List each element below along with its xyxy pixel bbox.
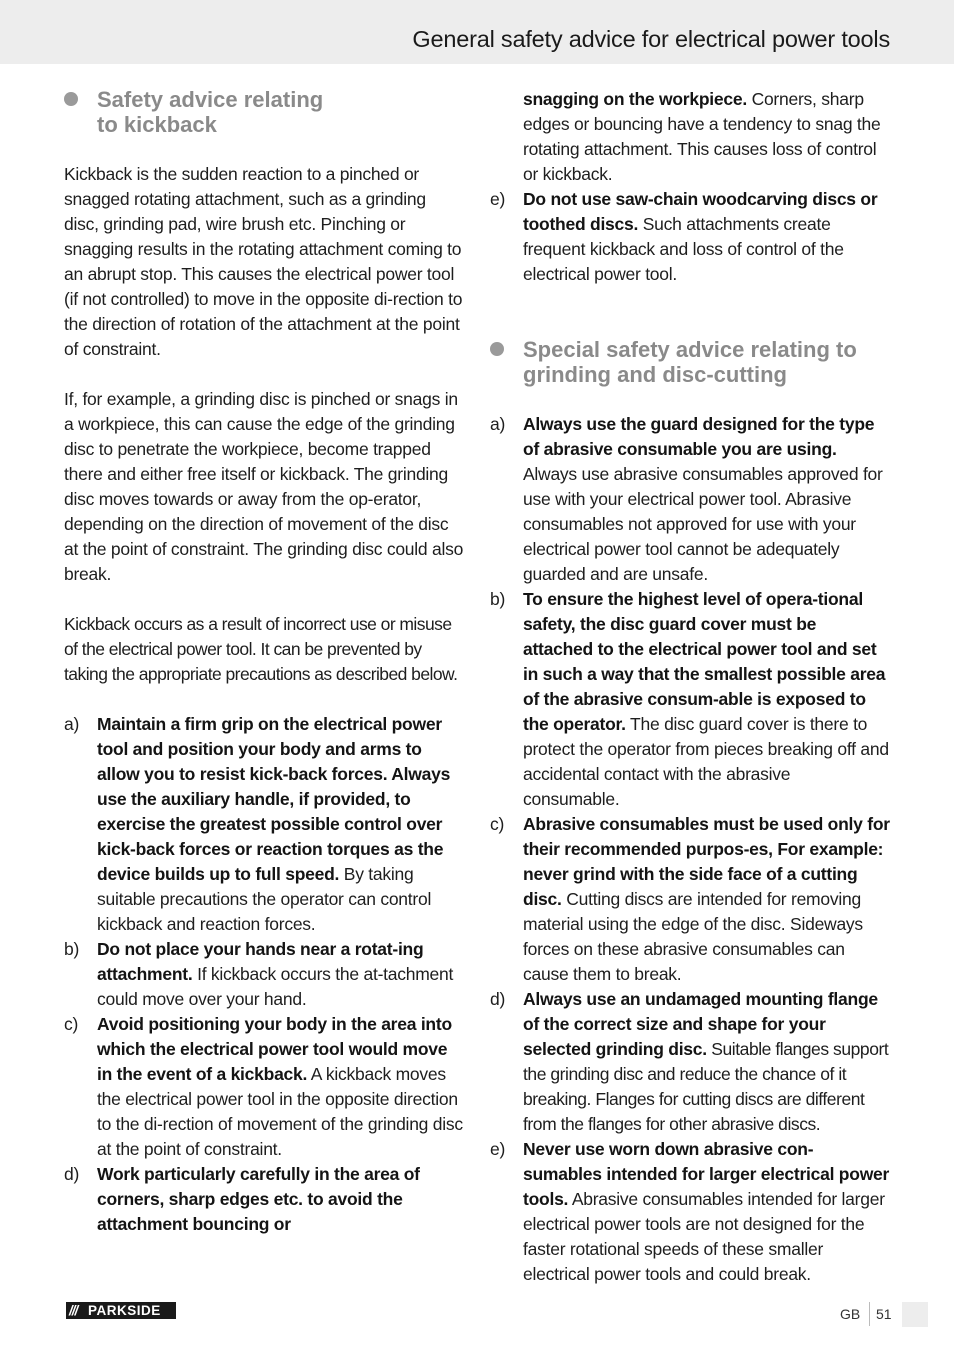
list-item [490, 812, 890, 987]
kickback-paragraph-1: Kickback is the sudden reaction to a pinched or snagged rotating attachment, such as a grinding disc, grinding pad, wire brush etc. Pinching or snagging results in the rotating attachment coming to an abrupt stop. This causes the electrical power tool (if not controlled) to move in the opposite di-rection to the direction of rotation of the attachment at the point of constraint. [64, 164, 463, 359]
list-item-text: By taking suitable precautions the operator can control kickback and reaction forces. [97, 864, 432, 934]
list-item-text: A kickback moves the electrical power tool in the opposite direction to the di-rection of movement of the grinding disc at the point of constraint. [97, 1064, 463, 1159]
logo-brand: PARKSIDE [88, 1303, 161, 1318]
list-item [490, 412, 890, 587]
list-item-text: Corners, sharp edges or bouncing have a tendency to snag the rotating attachment. This causes loss of control or kickback. [523, 89, 881, 184]
list-item-bold: Always use an undamaged mounting flange of the correct size and shape for your selected grinding disc. [523, 989, 878, 1059]
list-item-label: a) [490, 414, 506, 434]
language-code: GB [840, 1306, 861, 1322]
list-item [64, 712, 464, 937]
grinding-list [490, 412, 890, 1287]
list-item-text: Always use abrasive consumables approved for use with your electrical power tool. Abrasive consumables not approved for use with your electrical power tool cannot be adequately guarded and are unsafe. [523, 464, 883, 584]
list-item [490, 587, 890, 812]
list-item-label: b) [64, 939, 80, 959]
kickback-list [64, 712, 464, 1237]
kickback-paragraph-3: Kickback occurs as a result of incorrect use or misuse of the electrical power tool. It can be prevented by taking the appropriate precautions as described below. [64, 614, 458, 684]
list-item-bold: Never use worn down abrasive con-sumables intended for larger electrical power tools. [523, 1139, 890, 1209]
list-item [490, 187, 890, 287]
list-item-text: Cutting discs are intended for removing material using the edge of the disc. Sideways forces on these abrasive consumables can cause them to break. [523, 889, 863, 984]
list-item-bold: Work particularly carefully in the area of corners, sharp edges etc. to avoid the attachment bouncing or [97, 1164, 420, 1234]
list-item-bold: Avoid positioning your body in the area into which the electrical power tool would move in the event of a kickback. [97, 1014, 452, 1084]
kickback-list-continued [490, 87, 890, 287]
list-item [64, 1012, 464, 1162]
kickback-heading [64, 87, 464, 137]
list-item-label: c) [64, 1014, 79, 1034]
grinding-heading [490, 337, 890, 387]
footer-divider [869, 1302, 870, 1326]
list-item-label: a) [64, 714, 80, 734]
spacer [490, 287, 890, 337]
list-item-bold: Always use the guard designed for the type of abrasive consumable you are using. [523, 414, 875, 459]
list-item-label: b) [490, 589, 506, 609]
list-item-text: Abrasive consumables intended for larger electrical power tools are not designed for the faster rotational speeds of these smaller electrical power tools and could break. [523, 1189, 885, 1284]
grinding-heading-text: Special safety advice relating to grinding and disc-cutting [523, 337, 857, 387]
list-item-label: e) [490, 189, 506, 209]
list-item [64, 1162, 464, 1237]
list-item-bold: snagging on the workpiece. [523, 89, 747, 109]
list-item [64, 937, 464, 1012]
logo-stripes: /// [69, 1303, 78, 1318]
page-number: 51 [876, 1306, 892, 1322]
list-item [490, 987, 890, 1137]
list-item-label: c) [490, 814, 505, 834]
list-item-bold: Maintain a firm grip on the electrical power tool and position your body and arms to allow you to resist kick-back forces. Always use the auxiliary handle, if provided, to exercise the greatest possible control over kick-back forces or reaction torques as the device builds up to full speed. [97, 714, 451, 884]
list-item-label: e) [490, 1139, 506, 1159]
page-header [0, 0, 954, 64]
kickback-heading-text: Safety advice relating to kickback [97, 87, 324, 137]
right-column [490, 87, 890, 1287]
list-item-bold: To ensure the highest level of opera-tional safety, the disc guard cover must be attached to the electrical power tool and set in such a way that the smallest possible area of the abrasive consum-able is exposed to the operator. [523, 589, 886, 734]
bullet-dot-icon [64, 92, 78, 106]
kickback-paragraph-2: If, for example, a grinding disc is pinched or snags in a workpiece, this can cause the edge of the grinding disc to penetrate the workpiece, become trapped there and either free itself or kickback. The grinding disc moves towards or away from the op-erator, depending on the direction of movement of the disc at the point of constraint. The grinding disc could also break. [64, 389, 464, 584]
list-item-bold: Abrasive consumables must be used only for their recommended purpos-es, For example: never grind with the side face of a cutting disc. [523, 814, 890, 909]
bullet-dot-icon [490, 342, 504, 356]
left-column [64, 87, 464, 1237]
list-item-label: d) [64, 1164, 80, 1184]
list-item-text: Suitable flanges support the grinding disc and reduce the chance of it breaking. Flanges for cutting discs are different from the flanges for other abrasive discs. [523, 1039, 889, 1134]
footer-marker [902, 1302, 928, 1327]
list-item-bold: Do not use saw-chain woodcarving discs or toothed discs. [523, 189, 878, 234]
list-item-text: The disc guard cover is there to protect the operator from pieces breaking off and accidental contact with the abrasive consumable. [523, 714, 889, 809]
list-item-text: If kickback occurs the at-tachment could move over your hand. [97, 964, 454, 1009]
list-item-bold: Do not place your hands near a rotat-ing attachment. [97, 939, 424, 984]
list-item-text: Such attachments create frequent kickback and loss of control of the electrical power tool. [523, 214, 844, 284]
list-item-label: d) [490, 989, 506, 1009]
list-item-continued [490, 87, 890, 187]
page-title: General safety advice for electrical power tools [412, 26, 890, 52]
parkside-logo [66, 1302, 176, 1319]
list-item [490, 1137, 890, 1287]
